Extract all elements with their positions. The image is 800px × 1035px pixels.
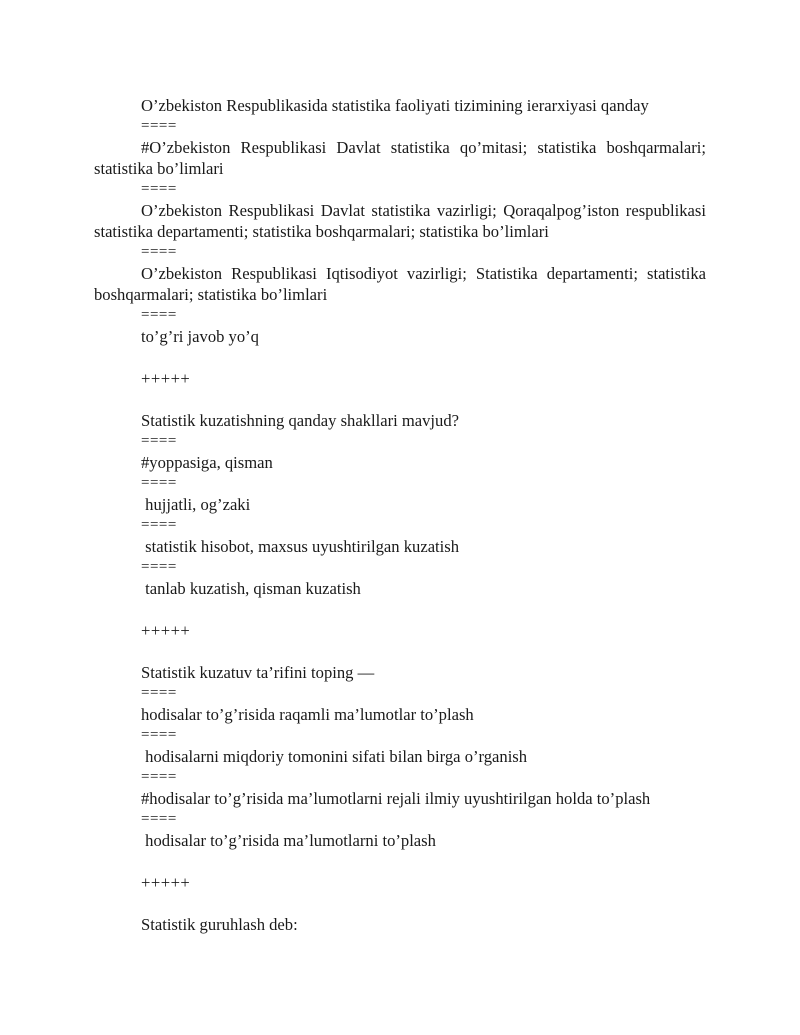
separator: ==== [141, 685, 177, 701]
question-text: Statistik guruhlash deb: [141, 915, 298, 934]
answer-option: tanlab kuzatish, qisman kuzatish [141, 579, 361, 598]
document-page [94, 95, 706, 935]
question-text: Statistik kuzatishning qanday shakllari mavjud? [141, 411, 459, 430]
answer-option: hodisalarni miqdoriy tomonini sifati bilan birga o’rganish [141, 747, 528, 766]
answer-option: hodisalar to’g’risida ma’lumotlarni to’plash [141, 831, 436, 850]
separator: ==== [141, 727, 177, 743]
question-block [94, 95, 706, 410]
question-block [94, 662, 706, 914]
question-text: O’zbekiston Respublikasida statistika faoliyati tizimining ierarxiyasi qanday [141, 96, 649, 115]
separator: ==== [141, 433, 177, 449]
separator: ==== [141, 811, 177, 827]
answer-option: to’g’ri javob yo’q [141, 327, 259, 346]
answer-option: #O’zbekiston Respublikasi Davlat statistika qo’mitasi; statistika boshqarmalari; statistika bo’limlari [94, 138, 706, 178]
answer-option: O’zbekiston Respublikasi Davlat statistika vazirligi; Qoraqalpog’iston respublikasi statistika departamenti; statistika boshqarmalari; statistika bo’limlari [94, 201, 706, 241]
question-block [94, 914, 706, 935]
answer-option: hodisalar to’g’risida raqamli ma’lumotlar to’plash [141, 705, 474, 724]
block-end-marker: +++++ [141, 873, 191, 892]
answer-option: statistik hisobot, maxsus uyushtirilgan kuzatish [141, 537, 460, 556]
answer-option: O’zbekiston Respublikasi Iqtisodiyot vazirligi; Statistika departamenti; statistika boshqarmalari; statistika bo’limlari [94, 264, 706, 304]
separator: ==== [141, 475, 177, 491]
block-end-marker: +++++ [141, 369, 191, 388]
question-text: Statistik kuzatuv ta’rifini toping — [141, 663, 375, 682]
separator: ==== [141, 307, 177, 323]
separator: ==== [141, 769, 177, 785]
answer-option: hujjatli, og’zaki [141, 495, 251, 514]
question-block [94, 410, 706, 662]
separator: ==== [141, 517, 177, 533]
block-end-marker: +++++ [141, 621, 191, 640]
separator: ==== [141, 181, 177, 197]
separator: ==== [141, 118, 177, 134]
answer-option: #hodisalar to’g’risida ma’lumotlarni rejali ilmiy uyushtirilgan holda to’plash [141, 789, 651, 808]
separator: ==== [141, 559, 177, 575]
separator: ==== [141, 244, 177, 260]
answer-option: #yoppasiga, qisman [141, 453, 273, 472]
